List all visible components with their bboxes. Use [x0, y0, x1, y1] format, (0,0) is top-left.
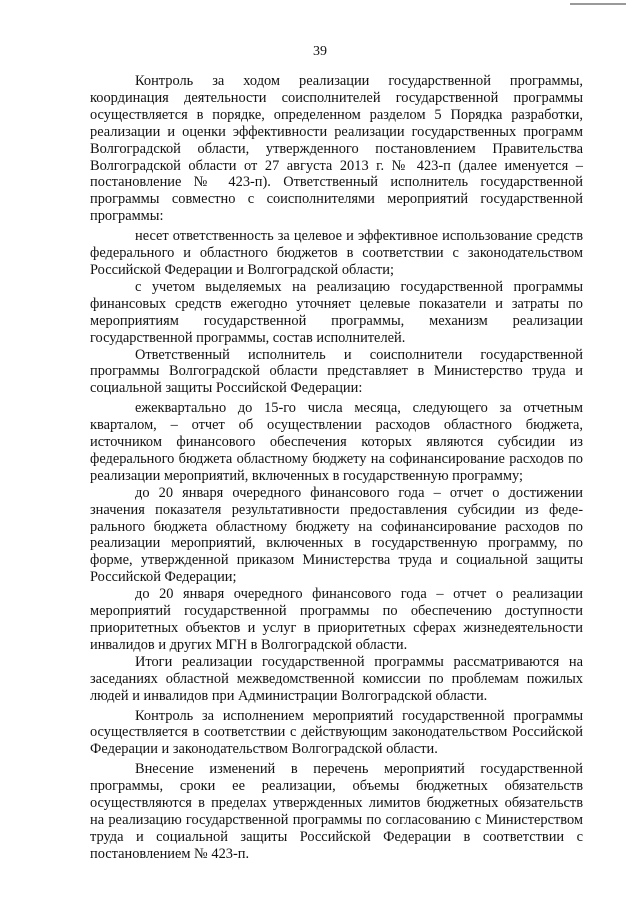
document-body: [90, 73, 583, 863]
paragraph-accessibility-report: до 20 января очередного финансового года – отчет о реализации мероприятий государственной программы по обеспечению доступности приоритетных объектов и услуг в приоритетных сферах жизнедеятельности инвалидов и других МГН в Волгоградской области.: [90, 586, 583, 653]
page-number: 39: [313, 44, 327, 59]
paragraph-reporting-ministry: Ответственный исполнитель и соисполнители государственной программы Волгоградской области представляет в Министерство труда и социальной защиты Российской Федерации:: [90, 346, 583, 397]
paragraph-commission-review: Итоги реализации государственной программы рассматриваются на заседаниях областной межведомственной комиссии по проблемам пожилых людей и инвалидов при Администрации Волгоградской области.: [90, 653, 583, 704]
paragraph-quarterly-report: ежеквартально до 15-го числа месяца, следующего за отчетным кварталом, – отчет об осуществлении расходов областного бюджета, источником финансового обеспечения которых являются субсидии из федерального бюджета областному бюджету на софинансирование расходов по реализации мероприятий, включенных в государственную программу;: [90, 400, 583, 484]
paragraph-budget-responsibility: несет ответственность за целевое и эффективное использование средств федерального и областного бюджетов в соответствии с законодательством Российской Федерации и Волгоградской области;: [90, 228, 583, 278]
paragraph-control-coordination: Контроль за ходом реализации государственной программы, координация деятельности соисполнителей государственной программы осуществляется в порядке, определенном разделом 5 Порядка разработки, реализации и оценки эффективности реализации государственных программ Волгоградской области, утвержденного постановлением Правительства Волгоградской области от 27 августа 2013 г. № 423-п (далее именуется – постановление № 423-п). Ответственный исполнитель государственной программы совместно с соисполнителями мероприятий государственной программы:: [90, 73, 583, 225]
paragraph-annual-indicator-report: до 20 января очередного финансового года – отчет о достижении значения показателя результативности предоставления субсидии из федерального бюджета областному бюджету на софинансирование расходов по реализации мероприятий, включенных в государственную программу, по форме, утвержденной приказом Министерства труда и социальной защиты Российской Федерации;: [90, 484, 583, 586]
paragraph-amendments: Внесение изменений в перечень мероприятий государственной программы, сроки ее реализации, объемы бюджетных обязательств осуществляются в пределах утвержденных лимитов бюджетных обязательств на реализацию государственной программы по согласованию с Министерством труда и социальной защиты Российской Федерации в соответствии с постановлением № 423-п.: [90, 761, 583, 862]
paragraph-target-indicators: с учетом выделяемых на реализацию государственной программы финансовых средств ежегодно уточняет целевые показатели и затраты по мероприятиям государственной программы, механизм реализации государственной программы, состав исполнителей.: [90, 278, 583, 346]
scan-artifact-line: [570, 3, 626, 5]
paragraph-execution-control: Контроль за исполнением мероприятий государственной программы осуществляется в соответствии с действующим законодательством Российской Федерации и законодательством Волгоградской области.: [90, 707, 583, 758]
